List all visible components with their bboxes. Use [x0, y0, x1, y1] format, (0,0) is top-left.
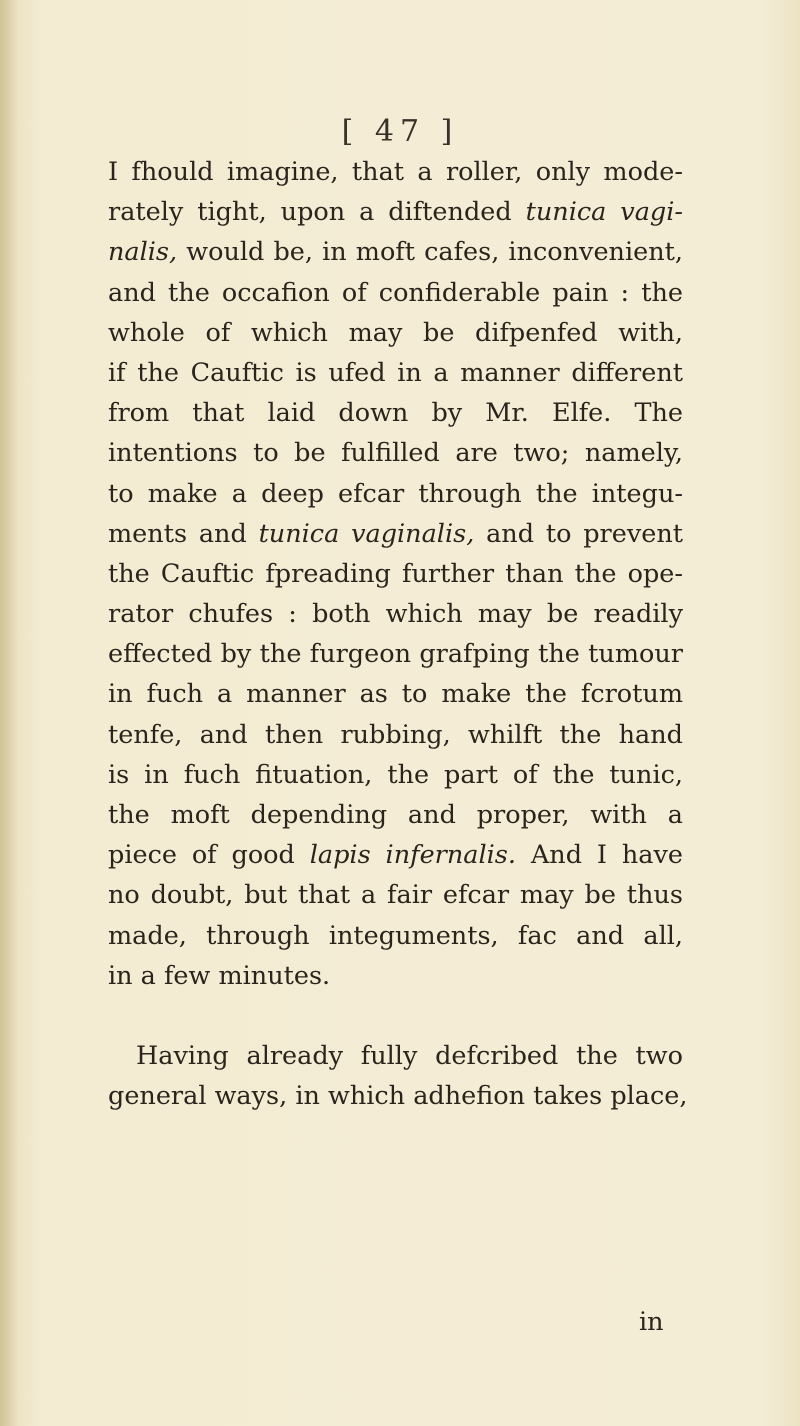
text-line: rately tight, upon a diftended tunica vagi- [108, 197, 683, 228]
text-line: no doubt, but that a fair efcar may be thus [108, 880, 683, 911]
italic-term: lapis infernalis. [309, 840, 516, 871]
text-line: from that laid down by Mr. Elfe. The [108, 398, 683, 429]
page-number-header: [ 47 ] [341, 114, 459, 149]
text-line: nalis, would be, in moft cafes, inconvenient, [108, 237, 684, 268]
text-line: the Cauftic fpreading further than the ope- [108, 558, 683, 589]
text-line: if the Cauftic is ufed in a manner different [108, 357, 683, 388]
text-line: and the occafion of confiderable pain : the [108, 277, 683, 308]
italic-term: tunica vagi- [525, 197, 683, 228]
paragraph-gap [108, 996, 683, 1036]
text-line: piece of good lapis infernalis. And I have [108, 840, 683, 871]
catchword: in [639, 1307, 664, 1337]
text-line: to make a deep efcar through the integu- [108, 478, 683, 509]
page-gutter-shadow [0, 0, 18, 1426]
text-line: intentions to be fulfilled are two; namely, [108, 438, 683, 469]
text-line: ments and tunica vaginalis, and to prevent [108, 518, 684, 549]
text-line: the moft depending and proper, with a [108, 800, 683, 830]
text-line: is in fuch fituation, the part of the tunic, [108, 759, 683, 790]
text-line: whole of which may be difpenfed with, [108, 317, 683, 348]
body-text [108, 152, 688, 1116]
text-line: rator chufes : both which may be readily [108, 599, 683, 630]
text-line: in fuch a manner as to make the fcrotum [108, 679, 683, 710]
text-line: general ways, in which adhefion takes place, [108, 1081, 688, 1112]
text-line: effected by the furgeon grafping the tumour [108, 639, 683, 670]
text-line: in a few minutes. [108, 960, 331, 991]
text-line: I fhould imagine, that a roller, only mode- [108, 157, 683, 187]
text-line: made, through integuments, fac and all, [108, 920, 683, 951]
italic-term: tunica vaginalis, [258, 518, 475, 549]
text-line: tenfe, and then rubbing, whilft the hand [108, 719, 683, 750]
text-line: Having already fully defcribed the two [136, 1040, 683, 1071]
italic-term: nalis, [108, 237, 178, 268]
